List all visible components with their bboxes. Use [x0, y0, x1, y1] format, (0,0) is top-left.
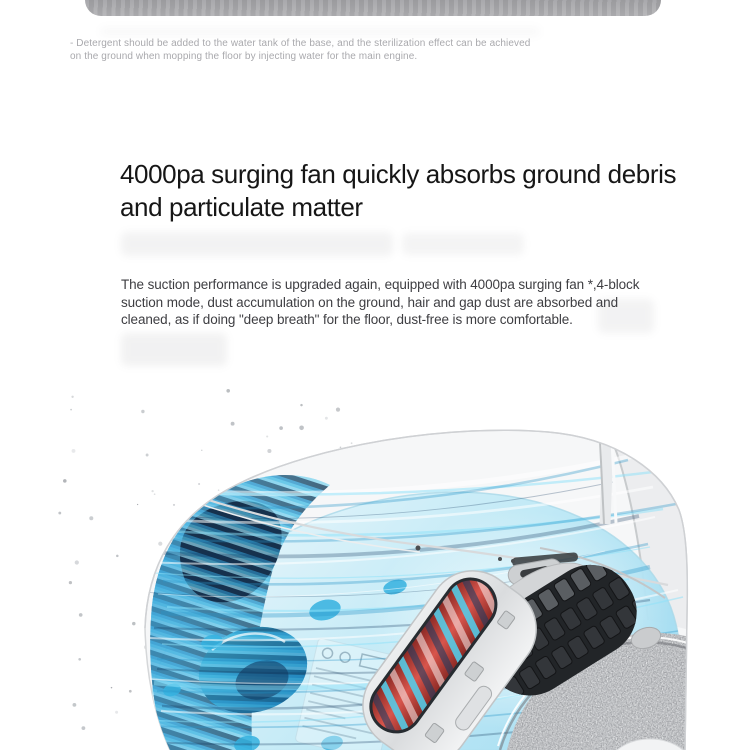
ghost-text-artifact [121, 333, 227, 366]
section-title [120, 158, 676, 224]
screw [498, 557, 502, 561]
section-title-line-2: and particulate matter [120, 192, 363, 222]
footnote-text [70, 37, 530, 63]
body-line-2: suction mode, dust accumulation on the ground, hair and gap dust are absorbed and [121, 294, 618, 310]
robot-vacuum-body [112, 430, 750, 750]
previous-image-remnant-strip [85, 0, 661, 16]
ghost-text-artifact [402, 233, 524, 255]
section-title-line-1: 4000pa surging fan quickly absorbs ground debris [120, 159, 677, 189]
body-line-3: cleaned, as if doing "deep breath" for the floor, dust-free is more comfortable. [121, 312, 573, 328]
section-body-text [121, 276, 639, 329]
ghost-text-artifact [121, 232, 393, 256]
ghost-text-artifact [100, 27, 540, 36]
footnote-line-1: - Detergent should be added to the water tank of the base, and the sterilization effect can be achieved [70, 38, 531, 49]
product-image-robot-vacuum [0, 380, 750, 750]
footnote-line-2: on the ground when mopping the floor by injecting water for the main engine. [70, 51, 418, 62]
body-line-1: The suction performance is upgraded again, equipped with 4000pa surging fan *,4-block [121, 277, 640, 292]
screw [511, 559, 515, 563]
screw [416, 546, 421, 551]
